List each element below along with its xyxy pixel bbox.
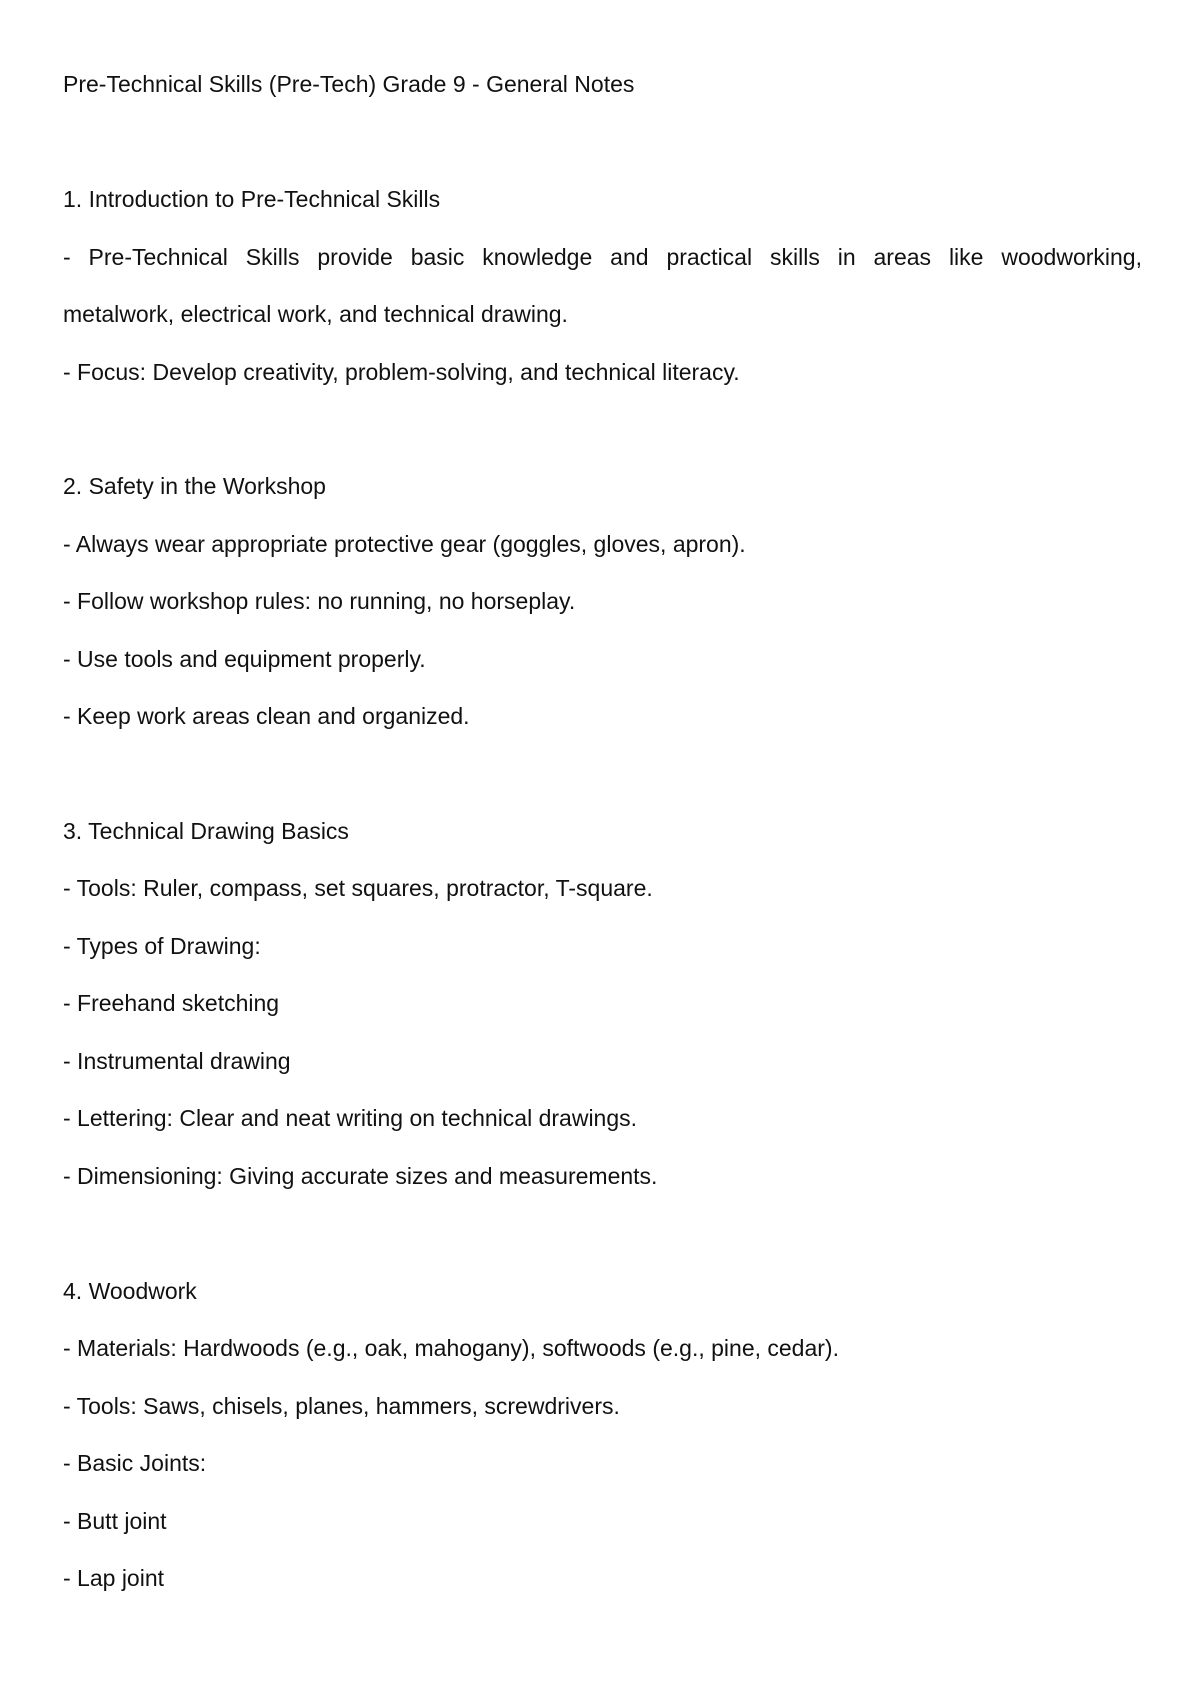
section-line: - Lettering: Clear and neat writing on technical drawings. [63, 1105, 638, 1131]
section-line: - Dimensioning: Giving accurate sizes and measurements. [63, 1163, 658, 1189]
section-line: - Basic Joints: [63, 1450, 207, 1476]
section-heading-introduction: 1. Introduction to Pre-Technical Skills [63, 186, 441, 212]
section-line: metalwork, electrical work, and technical drawing. [63, 301, 568, 327]
section-heading-safety: 2. Safety in the Workshop [63, 473, 326, 499]
section-line: - Materials: Hardwoods (e.g., oak, mahogany), softwoods (e.g., pine, cedar). [63, 1335, 839, 1361]
section-line: - Focus: Develop creativity, problem-solving, and technical literacy. [63, 359, 740, 385]
section-heading-woodwork: 4. Woodwork [63, 1278, 197, 1304]
section-line: - Instrumental drawing [63, 1048, 291, 1074]
section-line: - Tools: Saws, chisels, planes, hammers, screwdrivers. [63, 1393, 620, 1419]
section-line: - Butt joint [63, 1508, 167, 1534]
section-line: - Freehand sketching [63, 990, 280, 1016]
section-line: - Tools: Ruler, compass, set squares, protractor, T-square. [63, 875, 653, 901]
section-line: - Lap joint [63, 1565, 165, 1591]
section-line: - Follow workshop rules: no running, no horseplay. [63, 588, 576, 614]
section-line: - Use tools and equipment properly. [63, 646, 426, 672]
section-line: - Types of Drawing: [63, 933, 261, 959]
section-line: - Always wear appropriate protective gear (goggles, gloves, apron). [63, 531, 746, 557]
section-line: - Keep work areas clean and organized. [63, 703, 470, 729]
section-line: - Pre-Technical Skills provide basic knowledge and practical skills in areas like woodworking, [63, 244, 1142, 270]
document-title: Pre-Technical Skills (Pre-Tech) Grade 9 - General Notes [63, 71, 635, 97]
section-heading-technical-drawing: 3. Technical Drawing Basics [63, 818, 349, 844]
